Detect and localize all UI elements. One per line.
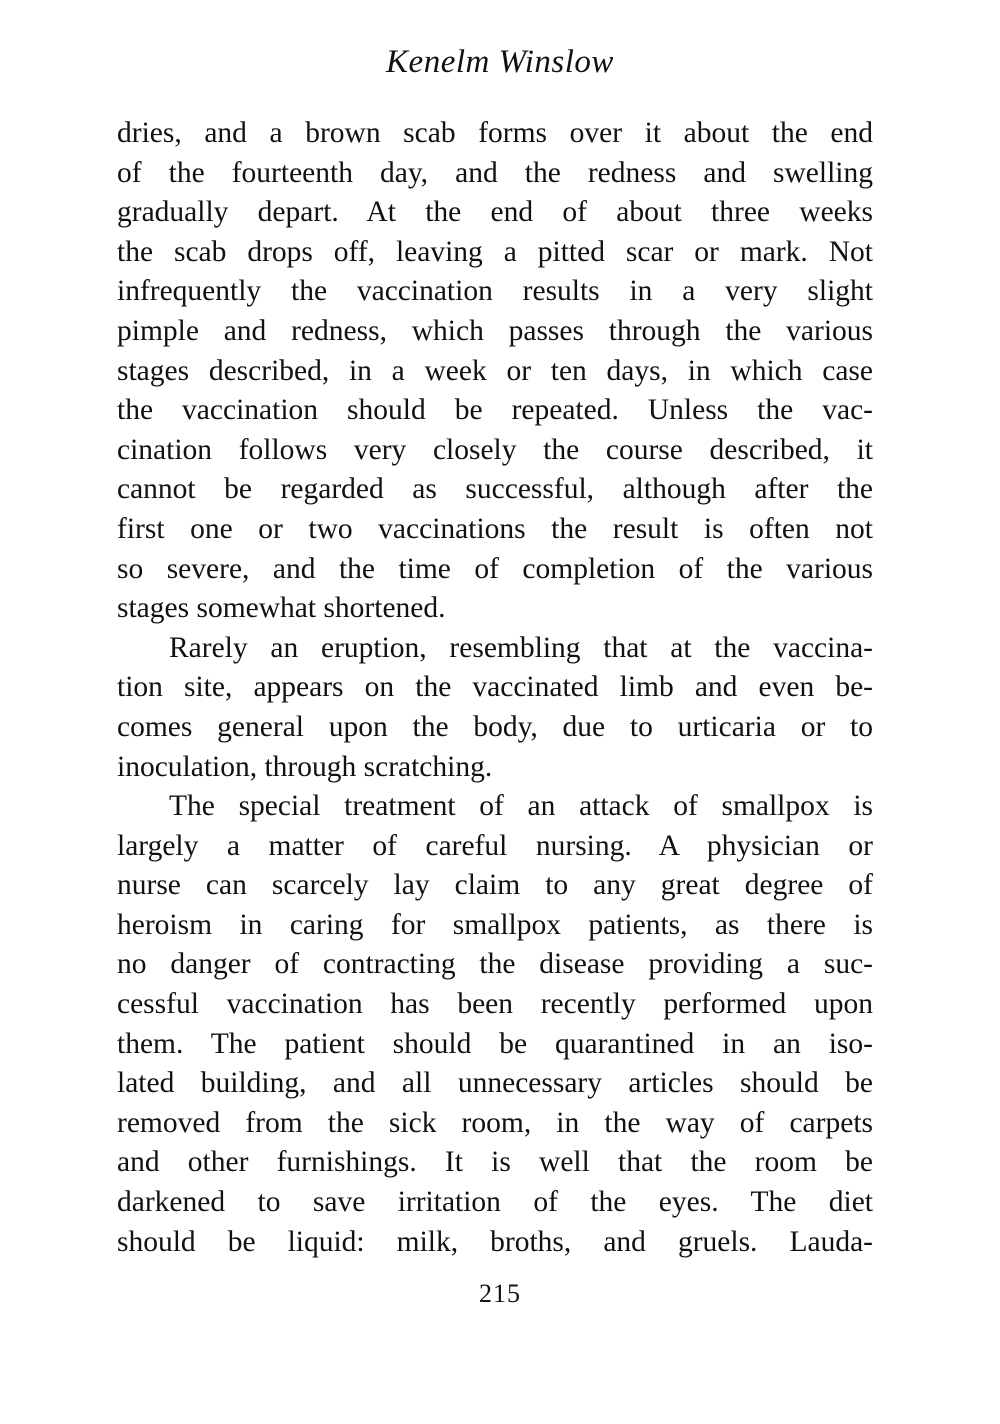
text-line: nurse can scarcely lay claim to any great degree of xyxy=(117,869,873,902)
text-line: largely a matter of careful nursing. A physician or xyxy=(117,829,873,862)
text-line: so severe, and the time of completion of the various xyxy=(117,552,873,585)
text-line: heroism in caring for smallpox patients, as there is xyxy=(117,908,873,941)
text-line: the vaccination should be repeated. Unless the vac- xyxy=(117,394,873,427)
text-line: tion site, appears on the vaccinated limb and even be- xyxy=(117,671,873,704)
text-line: The special treatment of an attack of smallpox is xyxy=(169,790,873,823)
text-line: removed from the sick room, in the way of carpets xyxy=(117,1106,873,1139)
text-line: of the fourteenth day, and the redness and swelling xyxy=(117,156,873,189)
text-line: them. The patient should be quarantined in an iso- xyxy=(117,1027,873,1060)
text-line: no danger of contracting the disease providing a suc- xyxy=(117,948,873,981)
text-line: stages described, in a week or ten days, in which case xyxy=(117,354,873,387)
text-line: darkened to save irritation of the eyes. The diet xyxy=(117,1186,873,1219)
text-line: infrequently the vaccination results in a very slight xyxy=(117,275,873,308)
text-line: gradually depart. At the end of about three weeks xyxy=(117,196,873,229)
text-line: dries, and a brown scab forms over it about the end xyxy=(117,117,873,149)
body-text xyxy=(117,114,873,1262)
running-head: Kenelm Winslow xyxy=(386,44,614,80)
text-line: cination follows very closely the course described, it xyxy=(117,433,873,466)
text-line: and other furnishings. It is well that the room be xyxy=(117,1146,873,1179)
text-line: pimple and redness, which passes through the various xyxy=(117,314,873,347)
text-line: comes general upon the body, due to urticaria or to xyxy=(117,710,873,743)
text-line: inoculation, through scratching. xyxy=(117,750,493,783)
text-line: lated building, and all unnecessary articles should be xyxy=(117,1067,873,1100)
text-line: stages somewhat shortened. xyxy=(117,592,446,625)
text-line: first one or two vaccinations the result is often not xyxy=(117,512,873,545)
text-line: the scab drops off, leaving a pitted scar or mark. Not xyxy=(117,235,873,268)
text-line: should be liquid: milk, broths, and gruels. Lauda- xyxy=(117,1225,873,1258)
page-number: 215 xyxy=(479,1279,521,1308)
text-line: Rarely an eruption, resembling that at the vaccina- xyxy=(169,631,873,664)
text-line: cannot be regarded as successful, although after the xyxy=(117,473,873,506)
text-line: cessful vaccination has been recently performed upon xyxy=(117,988,873,1021)
